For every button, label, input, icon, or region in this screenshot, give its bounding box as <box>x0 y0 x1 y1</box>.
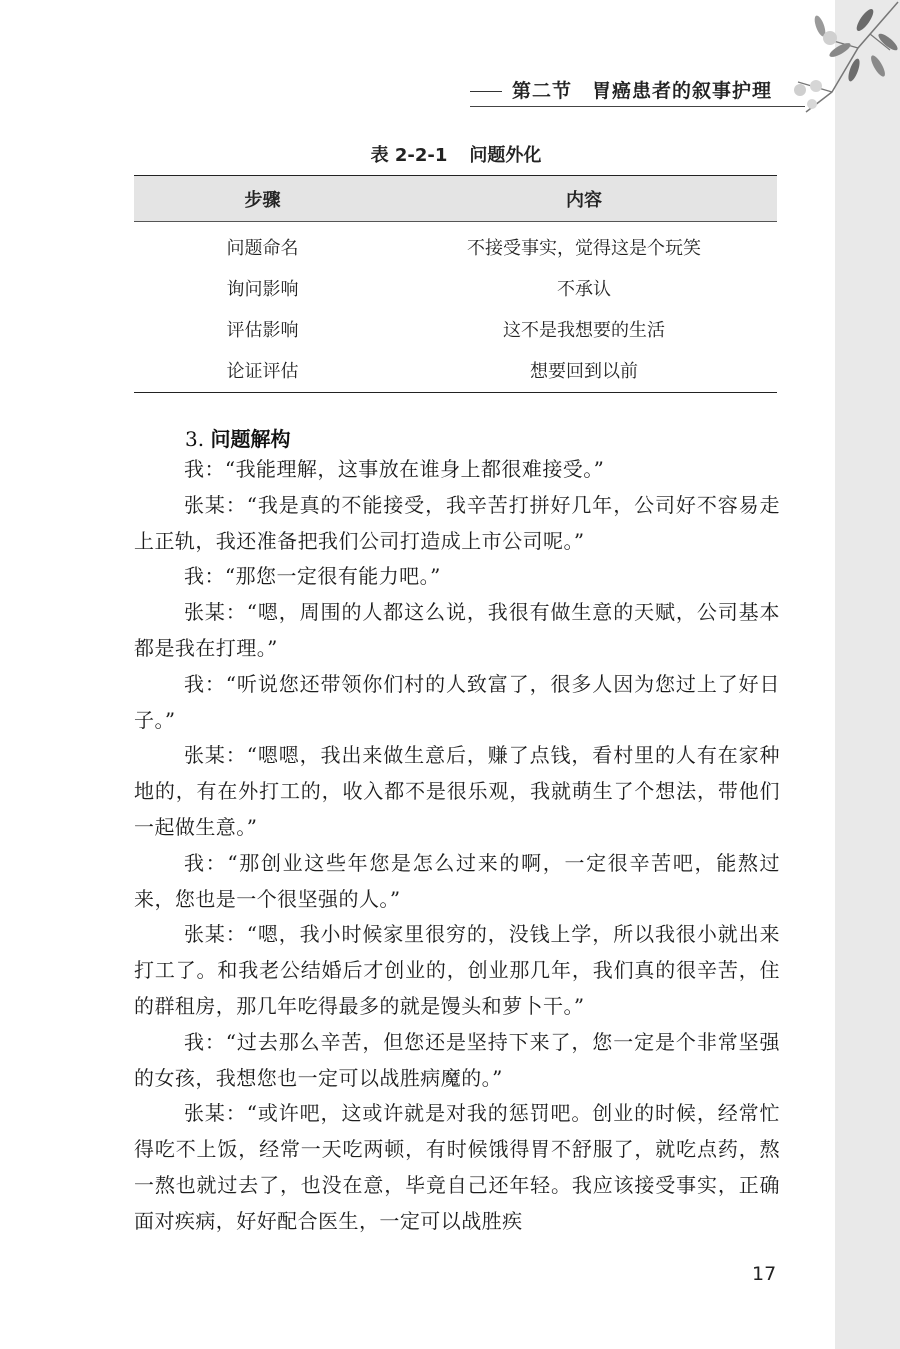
table-caption <box>0 141 900 167</box>
paragraph: 张某：“嗯嗯，我出来做生意后，赚了点钱，看村里的人有在家种地的，有在外打工的，收入都不是很乐观，我就萌生了个想法，带他们一起做生意。” <box>134 743 780 839</box>
header-rule <box>470 106 805 107</box>
table-body <box>134 222 777 392</box>
paragraph: 张某：“嗯，周围的人都这么说，我很有做生意的天赋，公司基本都是我在打理。” <box>134 600 780 660</box>
paragraph: 张某：“或许吧，这或许就是对我的惩罚吧。创业的时候，经常忙得吃不上饭，经常一天吃两顿，有时候饿得胃不舒服了，就吃点药，熬一熬也就过去了，也没在意，毕竟自己还年轻。我应该接受事实，正确面对疾病，好好配合医生，一定可以战胜疾 <box>134 1101 780 1233</box>
table-cell-content: 想要回到以前 <box>530 360 638 382</box>
table-cell-step: 论证评估 <box>226 360 299 382</box>
header-left-line <box>470 91 502 92</box>
table-header-step: 步骤 <box>244 189 281 211</box>
table-header-row <box>134 176 777 222</box>
table-cell-step: 询问影响 <box>226 278 299 300</box>
table-cell-content: 这不是我想要的生活 <box>503 319 665 341</box>
paragraph: 我：“听说您还带领你们村的人致富了，很多人因为您过上了好日子。” <box>134 671 780 732</box>
paragraph: 张某：“我是真的不能接受，我辛苦打拼好几年，公司好不容易走上正轨，我还准备把我们公司打造成上市公司呢。” <box>134 492 780 553</box>
paragraph: 我：“过去那么辛苦，但您还是坚持下来了，您一定是个非常坚强的女孩，我想您也一定可以战胜病魔的。” <box>134 1029 780 1090</box>
header-section-title: 第二节 胃癌患者的叙事护理 <box>512 80 773 102</box>
table-title: 问题外化 <box>469 145 542 166</box>
table-cell-content: 不承认 <box>557 278 611 300</box>
table-cell-step: 评估影响 <box>226 319 299 341</box>
page-number: 17 <box>752 1263 777 1285</box>
table-cell-content: 不接受事实，觉得这是个玩笑 <box>467 237 701 259</box>
table-number: 表 2-2-1 <box>370 145 448 166</box>
section-number: 3. <box>185 427 205 451</box>
table-header-content: 内容 <box>566 189 602 211</box>
dialogue-body <box>134 452 780 1240</box>
paragraph: 我：“那创业这些年您是怎么过来的啊，一定很辛苦吧，能熬过来，您也是一个很坚强的人。” <box>134 850 780 911</box>
table-cell-step: 问题命名 <box>226 237 299 259</box>
table-row <box>134 349 777 390</box>
paragraph: 张某：“嗯，我小时候家里很穷的，没钱上学，所以我很小就出来打工了。和我老公结婚后才创业的，创业那几年，我们真的很辛苦，住的群租房，那几年吃得最多的就是馒头和萝卜干。” <box>134 922 780 1018</box>
table-row <box>134 267 777 308</box>
running-header <box>470 74 810 108</box>
problem-externalization-table <box>134 175 777 393</box>
paragraph: 我：“我能理解，这事放在谁身上都很难接受。” <box>184 457 605 481</box>
page-side-strip <box>835 0 900 1349</box>
section-title: 问题解构 <box>210 427 291 451</box>
section-heading <box>185 423 290 452</box>
table-row <box>134 226 777 267</box>
table-row <box>134 308 777 349</box>
paragraph: 我：“那您一定很有能力吧。” <box>184 564 441 589</box>
